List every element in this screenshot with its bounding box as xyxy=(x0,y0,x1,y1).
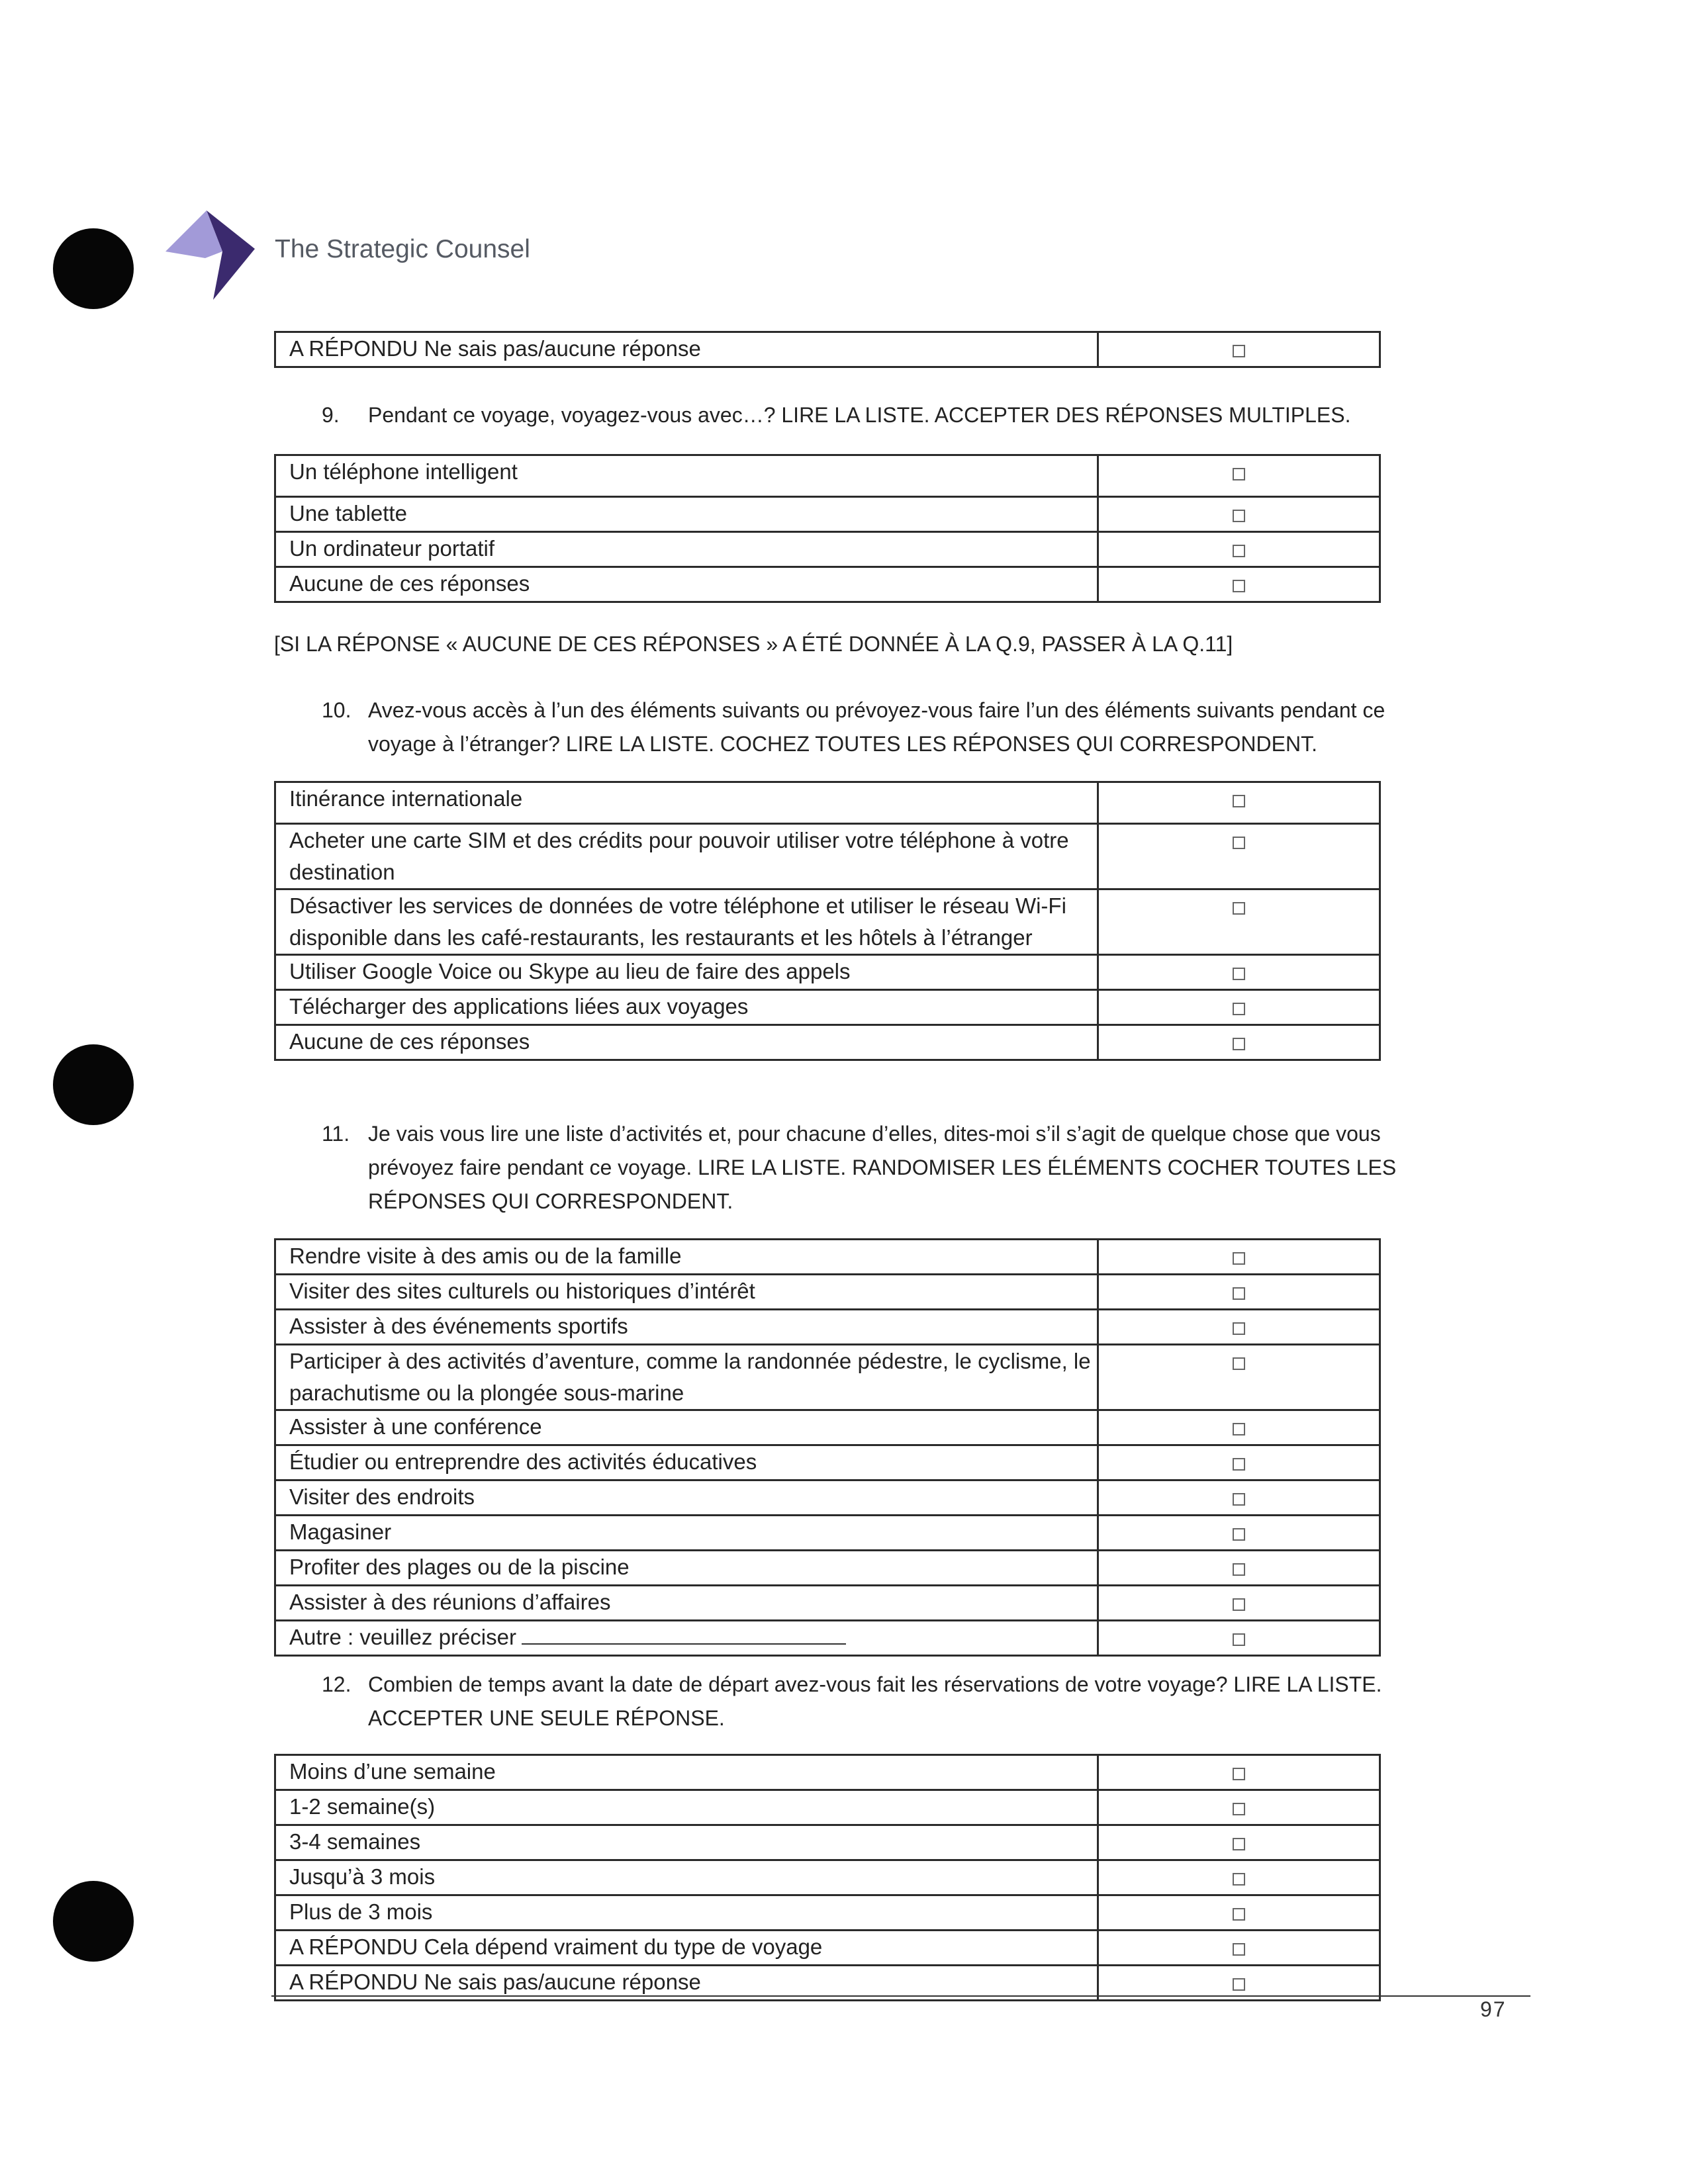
option-checkbox-cell xyxy=(1098,1790,1380,1825)
checkbox[interactable] xyxy=(1233,1978,1245,1991)
q9-options-table xyxy=(274,454,1381,603)
table-row xyxy=(275,1445,1380,1480)
specify-blank-field[interactable] xyxy=(522,1625,846,1645)
option-checkbox-cell xyxy=(1098,955,1380,990)
table-row xyxy=(275,1480,1380,1516)
table-row xyxy=(275,1025,1380,1060)
question-text: Pendant ce voyage, voyagez-vous avec…? LIRE LA LISTE. ACCEPTER DES RÉPONSES MULTIPLES. xyxy=(368,403,1351,427)
binder-hole-bottom xyxy=(53,1881,134,1962)
checkbox[interactable] xyxy=(1233,1423,1245,1435)
table-row xyxy=(275,1860,1380,1895)
table-row xyxy=(275,567,1380,602)
option-label: Télécharger des applications liées aux voyages xyxy=(275,990,1098,1025)
option-label: Assister à des réunions d’affaires xyxy=(275,1586,1098,1621)
table-row xyxy=(275,1275,1380,1310)
checkbox[interactable] xyxy=(1233,1768,1245,1780)
checkbox[interactable] xyxy=(1233,1252,1245,1265)
checkbox[interactable] xyxy=(1233,968,1245,980)
table-row xyxy=(275,532,1380,567)
table-row xyxy=(275,955,1380,990)
option-label: Étudier ou entreprendre des activités éducatives xyxy=(275,1445,1098,1480)
checkbox[interactable] xyxy=(1233,1458,1245,1471)
checkbox[interactable] xyxy=(1233,1322,1245,1335)
option-checkbox-cell xyxy=(1098,1240,1380,1275)
table-row xyxy=(275,1345,1380,1410)
option-checkbox-cell xyxy=(1098,824,1380,889)
option-checkbox-cell xyxy=(1098,1310,1380,1345)
table-row xyxy=(275,455,1380,497)
option-label: Plus de 3 mois xyxy=(275,1895,1098,1931)
checkbox[interactable] xyxy=(1233,345,1245,357)
q11-options-table xyxy=(274,1238,1381,1657)
option-checkbox-cell xyxy=(1098,1480,1380,1516)
checkbox[interactable] xyxy=(1233,1287,1245,1300)
table-row xyxy=(275,1755,1380,1790)
option-label: Utiliser Google Voice ou Skype au lieu de faire des appels xyxy=(275,955,1098,990)
option-checkbox-cell xyxy=(1098,455,1380,497)
question-text-line: RÉPONSES QUI CORRESPONDENT. xyxy=(368,1189,733,1213)
option-label: Rendre visite à des amis ou de la famille xyxy=(275,1240,1098,1275)
option-checkbox-cell xyxy=(1098,1410,1380,1445)
option-label: Assister à une conférence xyxy=(275,1410,1098,1445)
option-label: Assister à des événements sportifs xyxy=(275,1310,1098,1345)
checkbox[interactable] xyxy=(1233,1633,1245,1646)
question-text-line: ACCEPTER UNE SEULE RÉPONSE. xyxy=(368,1706,725,1730)
table-row xyxy=(275,1410,1380,1445)
option-label: A RÉPONDU Ne sais pas/aucune réponse xyxy=(275,332,1098,367)
question-text-line: Je vais vous lire une liste d’activités et, pour chacune d’elles, dites-moi s’il s’agit de quelque chose que vous xyxy=(368,1122,1381,1146)
option-checkbox-cell xyxy=(1098,1931,1380,1966)
question-10 xyxy=(322,694,1513,761)
option-label: Jusqu’à 3 mois xyxy=(275,1860,1098,1895)
option-checkbox-cell xyxy=(1098,1755,1380,1790)
option-label: A RÉPONDU Ne sais pas/aucune réponse xyxy=(275,1966,1098,2001)
checkbox[interactable] xyxy=(1233,510,1245,522)
option-checkbox-cell xyxy=(1098,1860,1380,1895)
table-row xyxy=(275,1790,1380,1825)
checkbox[interactable] xyxy=(1233,1598,1245,1611)
checkbox[interactable] xyxy=(1233,545,1245,557)
option-label: Un ordinateur portatif xyxy=(275,532,1098,567)
option-checkbox-cell xyxy=(1098,1516,1380,1551)
option-checkbox-cell xyxy=(1098,1895,1380,1931)
question-text-line: voyage à l’étranger? LIRE LA LISTE. COCHEZ TOUTES LES RÉPONSES QUI CORRESPONDENT. xyxy=(368,732,1317,756)
option-checkbox-cell xyxy=(1098,1621,1380,1656)
option-label: Itinérance internationale xyxy=(275,782,1098,824)
table-row xyxy=(275,332,1380,367)
checkbox[interactable] xyxy=(1233,1528,1245,1541)
option-checkbox-cell xyxy=(1098,332,1380,367)
option-label: Un téléphone intelligent xyxy=(275,455,1098,497)
option-checkbox-cell xyxy=(1098,1825,1380,1860)
table-row xyxy=(275,1895,1380,1931)
table-row xyxy=(275,1825,1380,1860)
option-label: Aucune de ces réponses xyxy=(275,1025,1098,1060)
option-checkbox-cell xyxy=(1098,567,1380,602)
checkbox[interactable] xyxy=(1233,1038,1245,1050)
question-9 xyxy=(322,398,1513,432)
option-label: Autre : veuillez préciser xyxy=(289,1625,516,1649)
checkbox[interactable] xyxy=(1233,580,1245,592)
skip-instruction: [SI LA RÉPONSE « AUCUNE DE CES RÉPONSES » A ÉTÉ DONNÉE À LA Q.9, PASSER À LA Q.11] xyxy=(274,632,1233,656)
table-row xyxy=(275,497,1380,532)
option-checkbox-cell xyxy=(1098,1345,1380,1410)
table-row xyxy=(275,1586,1380,1621)
table-row xyxy=(275,1240,1380,1275)
option-label: Profiter des plages ou de la piscine xyxy=(275,1551,1098,1586)
table-row xyxy=(275,1310,1380,1345)
table-row xyxy=(275,1551,1380,1586)
question-11 xyxy=(322,1117,1513,1218)
strategic-counsel-logo-icon xyxy=(165,210,255,300)
footer-rule xyxy=(271,1995,1530,1997)
checkbox[interactable] xyxy=(1233,1803,1245,1815)
question-12 xyxy=(322,1668,1513,1735)
question-number: 9. xyxy=(322,403,340,427)
option-label: Acheter une carte SIM et des crédits pour pouvoir utiliser votre téléphone à votre destination xyxy=(275,824,1098,889)
binder-hole-middle xyxy=(53,1044,134,1125)
option-label: 1-2 semaine(s) xyxy=(275,1790,1098,1825)
option-label: Une tablette xyxy=(275,497,1098,532)
option-label-other xyxy=(275,1621,1098,1656)
option-label: Magasiner xyxy=(275,1516,1098,1551)
option-label: Désactiver les services de données de votre téléphone et utiliser le réseau Wi-Fi disponible dans les café-restaurants, les restaurants et les hôtels à l’étranger xyxy=(275,889,1098,955)
option-checkbox-cell xyxy=(1098,1551,1380,1586)
checkbox[interactable] xyxy=(1233,1838,1245,1850)
option-label: Visiter des endroits xyxy=(275,1480,1098,1516)
option-checkbox-cell xyxy=(1098,990,1380,1025)
option-checkbox-cell xyxy=(1098,532,1380,567)
question-text-line: prévoyez faire pendant ce voyage. LIRE LA LISTE. RANDOMISER LES ÉLÉMENTS COCHER TOUTES LES xyxy=(368,1156,1397,1179)
option-checkbox-cell xyxy=(1098,1586,1380,1621)
option-label: Participer à des activités d’aventure, comme la randonnée pédestre, le cyclisme, le parachutisme ou la plongée sous-marine xyxy=(275,1345,1098,1410)
checkbox[interactable] xyxy=(1233,1908,1245,1921)
option-label: Moins d’une semaine xyxy=(275,1755,1098,1790)
question-text-line: Avez-vous accès à l’un des éléments suivants ou prévoyez-vous faire l’un des éléments suivants pendant ce xyxy=(368,698,1385,722)
option-label: A RÉPONDU Cela dépend vraiment du type de voyage xyxy=(275,1931,1098,1966)
binder-hole-top xyxy=(53,228,134,309)
page-number: 97 xyxy=(1480,1997,1507,2021)
table-row xyxy=(275,1621,1380,1656)
option-checkbox-cell xyxy=(1098,497,1380,532)
option-checkbox-cell xyxy=(1098,889,1380,955)
q12-options-table xyxy=(274,1754,1381,2001)
checkbox[interactable] xyxy=(1233,795,1245,807)
prev-question-options-table xyxy=(274,331,1381,368)
checkbox[interactable] xyxy=(1233,837,1245,849)
option-checkbox-cell xyxy=(1098,1025,1380,1060)
checkbox[interactable] xyxy=(1233,902,1245,915)
checkbox[interactable] xyxy=(1233,468,1245,480)
table-row xyxy=(275,1516,1380,1551)
question-number: 11. xyxy=(322,1122,350,1146)
table-row xyxy=(275,1931,1380,1966)
checkbox[interactable] xyxy=(1233,1873,1245,1886)
checkbox[interactable] xyxy=(1233,1003,1245,1015)
option-checkbox-cell xyxy=(1098,1275,1380,1310)
option-checkbox-cell xyxy=(1098,1445,1380,1480)
option-label: Aucune de ces réponses xyxy=(275,567,1098,602)
option-label: Visiter des sites culturels ou historiques d’intérêt xyxy=(275,1275,1098,1310)
option-checkbox-cell xyxy=(1098,782,1380,824)
question-text-line: Combien de temps avant la date de départ avez-vous fait les réservations de votre voyage? LIRE LA LISTE. xyxy=(368,1672,1382,1696)
table-row xyxy=(275,824,1380,889)
table-row xyxy=(275,889,1380,955)
company-name: The Strategic Counsel xyxy=(275,235,530,263)
question-number: 12. xyxy=(322,1672,352,1696)
table-row xyxy=(275,990,1380,1025)
question-number: 10. xyxy=(322,698,352,722)
checkbox[interactable] xyxy=(1233,1563,1245,1576)
q10-options-table xyxy=(274,781,1381,1061)
option-label: 3-4 semaines xyxy=(275,1825,1098,1860)
checkbox[interactable] xyxy=(1233,1493,1245,1506)
checkbox[interactable] xyxy=(1233,1357,1245,1370)
table-row xyxy=(275,782,1380,824)
checkbox[interactable] xyxy=(1233,1943,1245,1956)
